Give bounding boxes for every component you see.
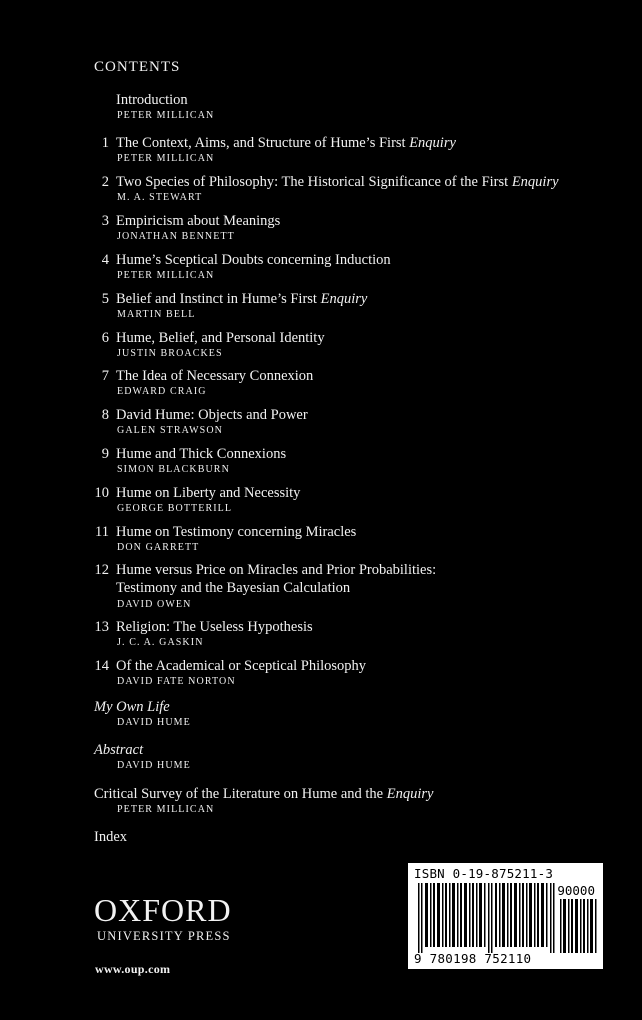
toc-entry-title: Empiricism about Meanings xyxy=(116,213,281,229)
toc-entry-author: PETER MILLICAN xyxy=(117,153,215,164)
chapter-number: 6 xyxy=(101,330,109,346)
toc-entry-title: My Own Life xyxy=(94,699,170,715)
isbn-text: ISBN 0-19-875211-3 xyxy=(414,866,554,881)
chapter-number: 7 xyxy=(101,368,109,384)
chapter-number: 1 xyxy=(101,135,109,151)
toc-entry-author: DON GARRETT xyxy=(117,542,200,553)
toc-entry-title: Abstract xyxy=(94,742,144,758)
toc-entry-title: Introduction xyxy=(116,92,188,108)
toc-entry-author: PETER MILLICAN xyxy=(117,270,215,281)
toc-entry-author: PETER MILLICAN xyxy=(117,804,215,815)
chapter-number: 9 xyxy=(101,446,109,462)
toc-entry-author: EDWARD CRAIG xyxy=(117,386,207,397)
publisher-logo: OXFORD xyxy=(94,892,232,928)
toc-entry-author: MARTIN BELL xyxy=(117,309,196,320)
toc-entry-author: M. A. STEWART xyxy=(117,192,203,203)
toc-entry-author: PETER MILLICAN xyxy=(117,110,215,121)
toc-entry-title: Hume versus Price on Miracles and Prior Probabilities: xyxy=(116,562,437,578)
chapter-number: 13 xyxy=(94,619,109,635)
chapter-number: 5 xyxy=(101,291,109,307)
toc-entry-author: GALEN STRAWSON xyxy=(117,425,223,436)
toc-entry-title: Two Species of Philosophy: The Historical Significance of the First Enquiry xyxy=(116,174,559,190)
toc-entry-author: JONATHAN BENNETT xyxy=(117,231,235,242)
publisher-subtitle: UNIVERSITY PRESS xyxy=(97,929,231,943)
toc-entry-title: The Context, Aims, and Structure of Hume’s First Enquiry xyxy=(116,135,456,151)
toc-entry-author: GEORGE BOTTERILL xyxy=(117,503,233,514)
toc-entry-title: Hume on Liberty and Necessity xyxy=(116,485,301,501)
toc-entry-author: JUSTIN BROACKES xyxy=(117,348,223,359)
toc-entry-title: David Hume: Objects and Power xyxy=(116,407,308,423)
toc-entry-author: J. C. A. GASKIN xyxy=(117,637,204,648)
publisher-url: www.oup.com xyxy=(95,962,171,976)
toc-entry-title: Hume, Belief, and Personal Identity xyxy=(116,330,325,346)
toc-entry-title: Of the Academical or Sceptical Philosophy xyxy=(116,658,367,674)
chapter-number: 14 xyxy=(94,658,109,674)
toc-entry-title: Religion: The Useless Hypothesis xyxy=(116,619,313,635)
toc-entry-title: Hume and Thick Connexions xyxy=(116,446,287,462)
chapter-number: 11 xyxy=(95,524,109,540)
chapter-number: 4 xyxy=(101,252,109,268)
toc-entry-author: DAVID HUME xyxy=(117,717,191,728)
toc-entry-title: The Idea of Necessary Connexion xyxy=(116,368,314,384)
toc-entry-author: DAVID OWEN xyxy=(117,599,192,610)
barcode-addon-text: 90000 xyxy=(557,883,595,898)
toc-entry-author: SIMON BLACKBURN xyxy=(117,464,230,475)
toc-entry-author: DAVID HUME xyxy=(117,760,191,771)
chapter-number: 3 xyxy=(101,213,109,229)
toc-entry-title: Belief and Instinct in Hume’s First Enquiry xyxy=(116,291,368,307)
isbn-barcode xyxy=(408,863,603,969)
chapter-number: 2 xyxy=(101,174,109,190)
toc-entry-title: Hume’s Sceptical Doubts concerning Induction xyxy=(116,252,391,268)
toc-entry-title: Hume on Testimony concerning Miracles xyxy=(116,524,357,540)
ean-number: 9 780198 752110 xyxy=(414,951,532,966)
toc-entry-author: DAVID FATE NORTON xyxy=(117,676,236,687)
toc-entry-title: Index xyxy=(94,829,128,845)
chapter-number: 8 xyxy=(101,407,109,423)
contents-heading: CONTENTS xyxy=(94,59,181,75)
chapter-number: 10 xyxy=(94,485,109,501)
toc-entry-title: Critical Survey of the Literature on Hume and the Enquiry xyxy=(94,786,434,802)
chapter-number: 12 xyxy=(94,562,109,578)
toc-entry-title-line2: Testimony and the Bayesian Calculation xyxy=(116,580,351,596)
